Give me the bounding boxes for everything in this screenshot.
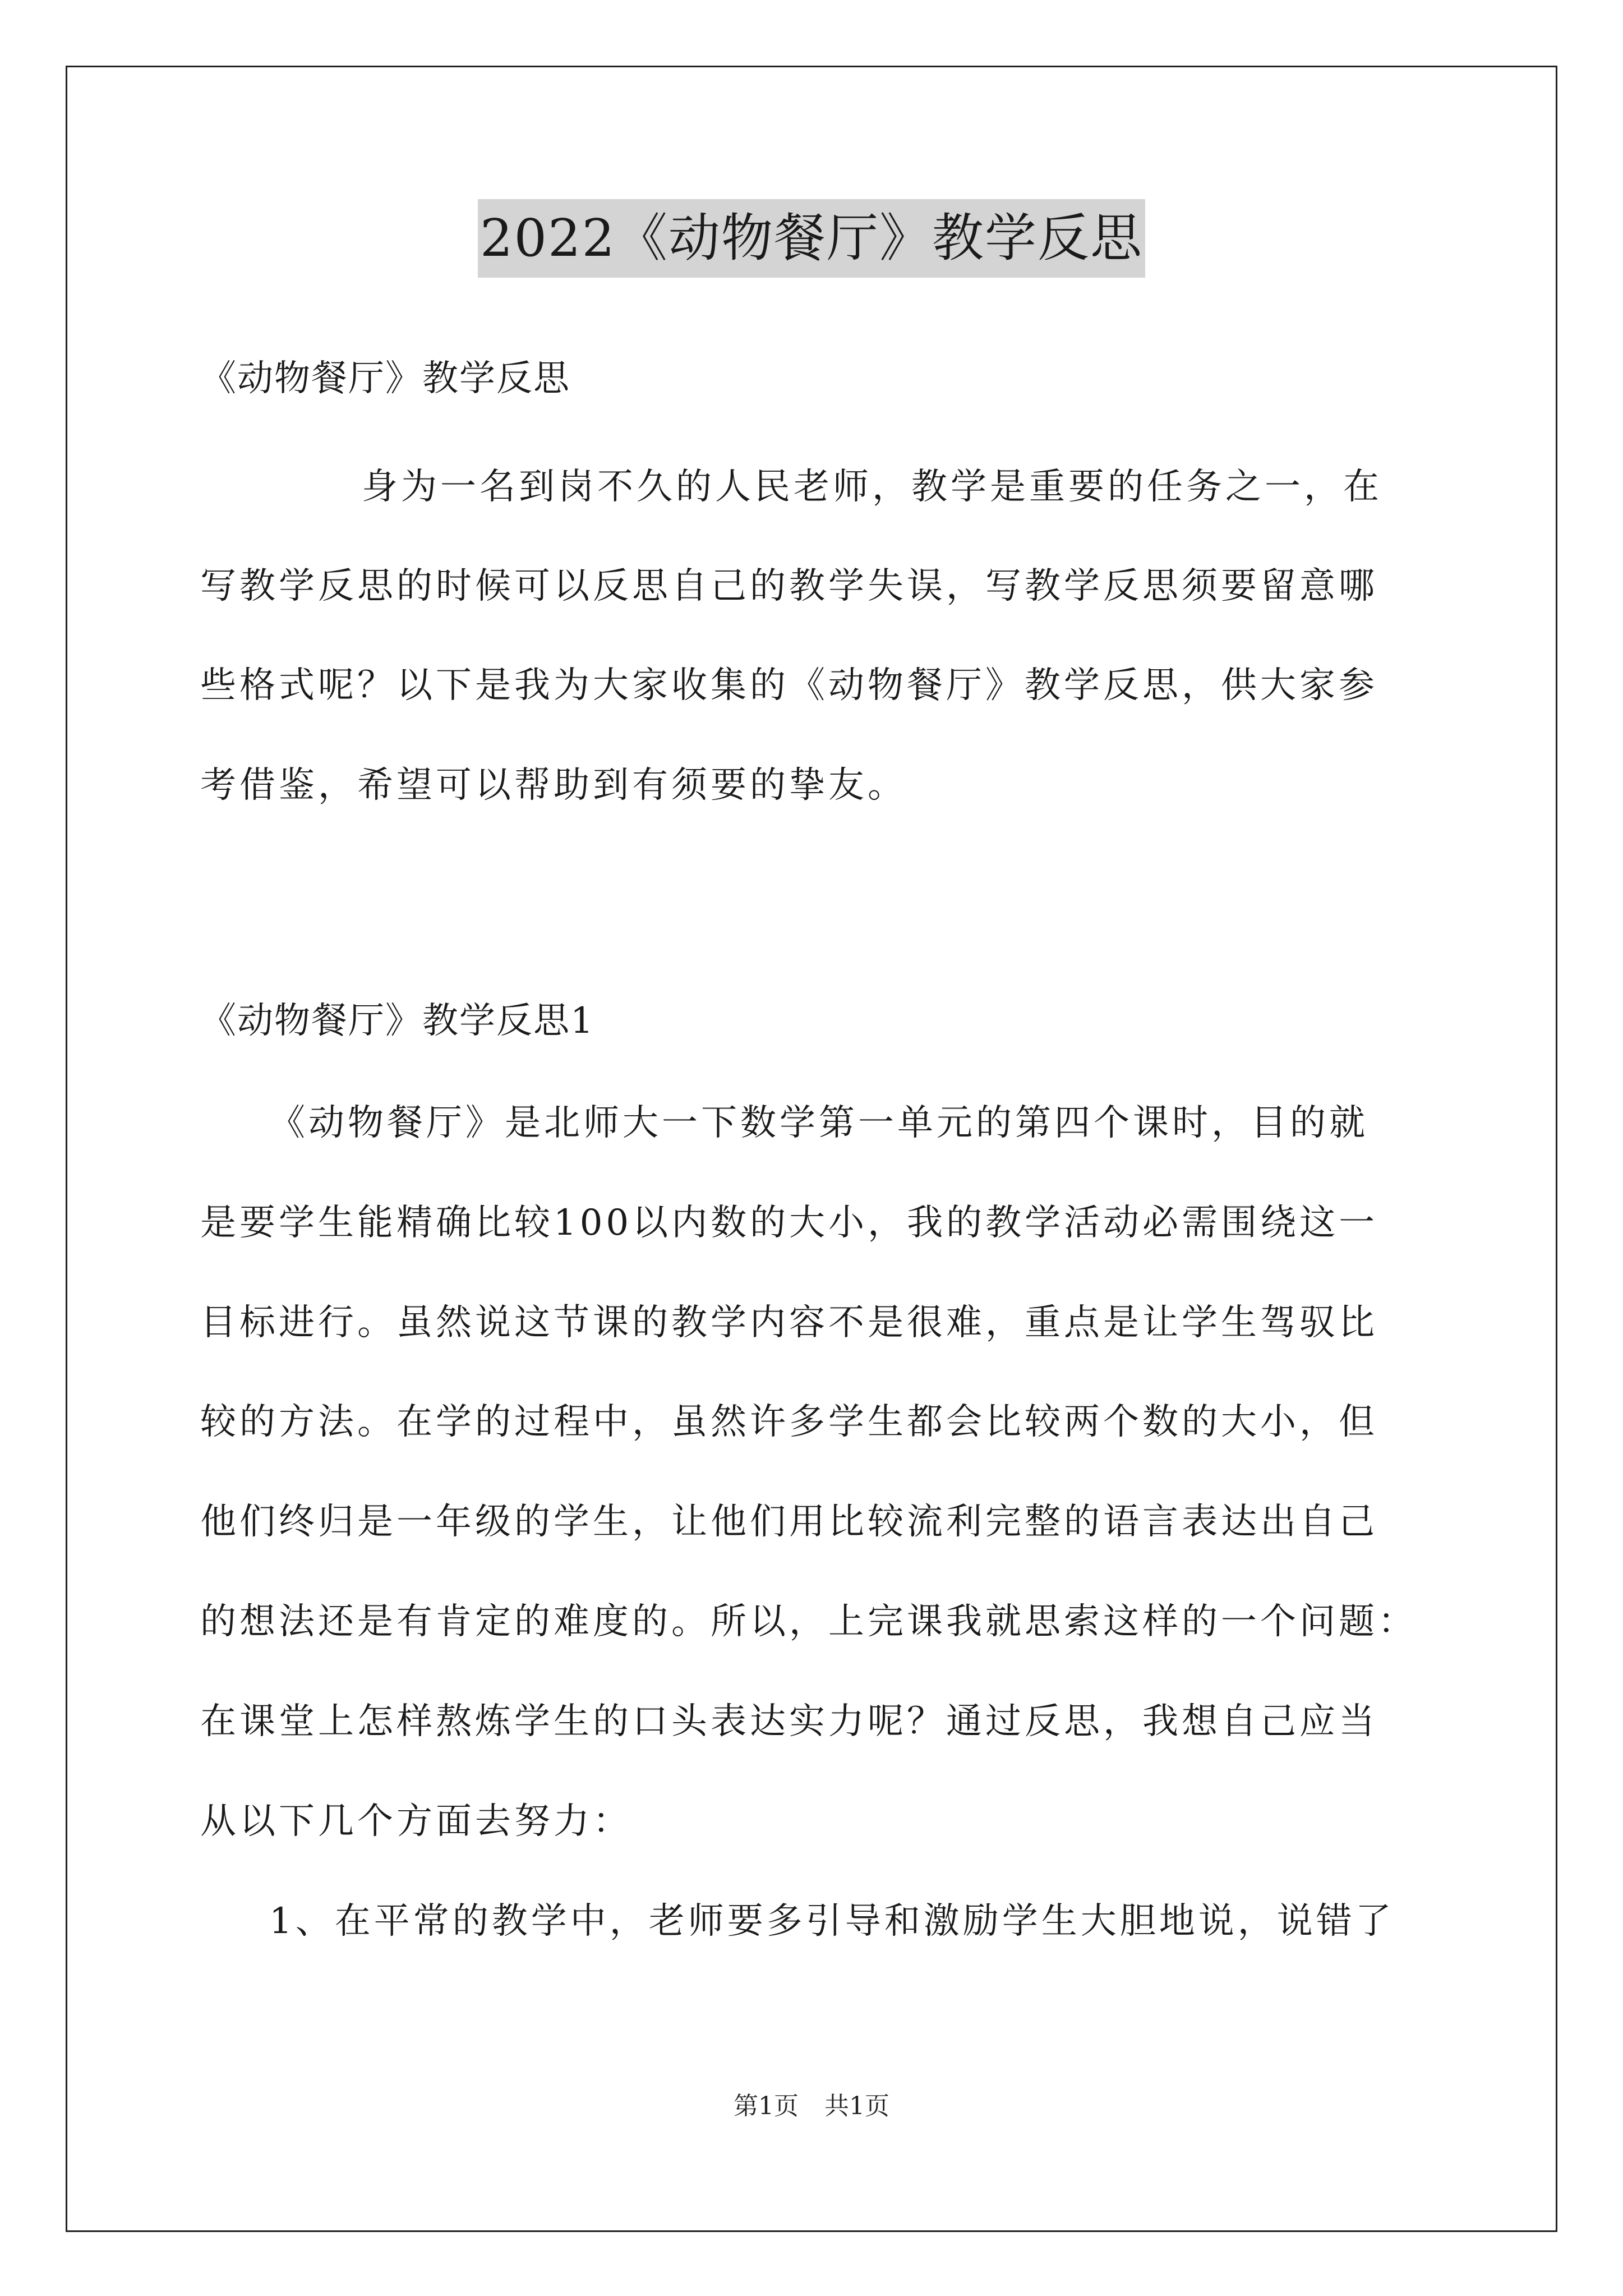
body-line-9: 1、在平常的教学中，老师要多引导和激励学生大胆地说，说错了 — [269, 1901, 1395, 1942]
document-title-text: 2022《动物餐厅》教学反思 — [478, 199, 1145, 278]
section-heading: 《动物餐厅》教学反思1 — [200, 1000, 594, 1042]
document-subtitle: 《动物餐厅》教学反思 — [200, 358, 570, 399]
page-footer — [0, 2090, 1623, 2123]
body-line-7: 在课堂上怎样熬炼学生的口头表达实力呢？通过反思，我想自己应当 — [200, 1701, 1378, 1742]
body-line-6: 的想法还是有肯定的难度的。所以，上完课我就思索这样的一个问题： — [200, 1601, 1417, 1642]
document-title — [0, 199, 1623, 278]
page-number-label: 第1页 — [734, 2092, 799, 2120]
body-line-3: 目标进行。虽然说这节课的教学内容不是很难，重点是让学生驾驭比 — [200, 1302, 1378, 1343]
intro-line-2: 写教学反思的时候可以反思自己的教学失误，写教学反思须要留意哪 — [200, 565, 1378, 607]
intro-line-4: 考借鉴，希望可以帮助到有须要的挚友。 — [200, 765, 907, 806]
intro-line-3: 些格式呢？以下是我为大家收集的《动物餐厅》教学反思，供大家参 — [200, 665, 1378, 706]
body-line-2: 是要学生能精确比较100以内数的大小，我的教学活动必需围绕这一 — [200, 1202, 1378, 1244]
body-line-5: 他们终归是一年级的学生，让他们用比较流利完整的语言表达出自己 — [200, 1501, 1378, 1543]
page-total-label: 共1页 — [824, 2092, 889, 2120]
body-line-4: 较的方法。在学的过程中，虽然许多学生都会比较两个数的大小，但 — [200, 1401, 1378, 1443]
intro-line-1: 身为一名到岗不久的人民老师，教学是重要的任务之一，在 — [362, 466, 1382, 508]
body-line-1: 《动物餐厅》是北师大一下数学第一单元的第四个课时，目的就 — [269, 1102, 1368, 1144]
body-line-8: 从以下几个方面去努力： — [200, 1801, 632, 1842]
